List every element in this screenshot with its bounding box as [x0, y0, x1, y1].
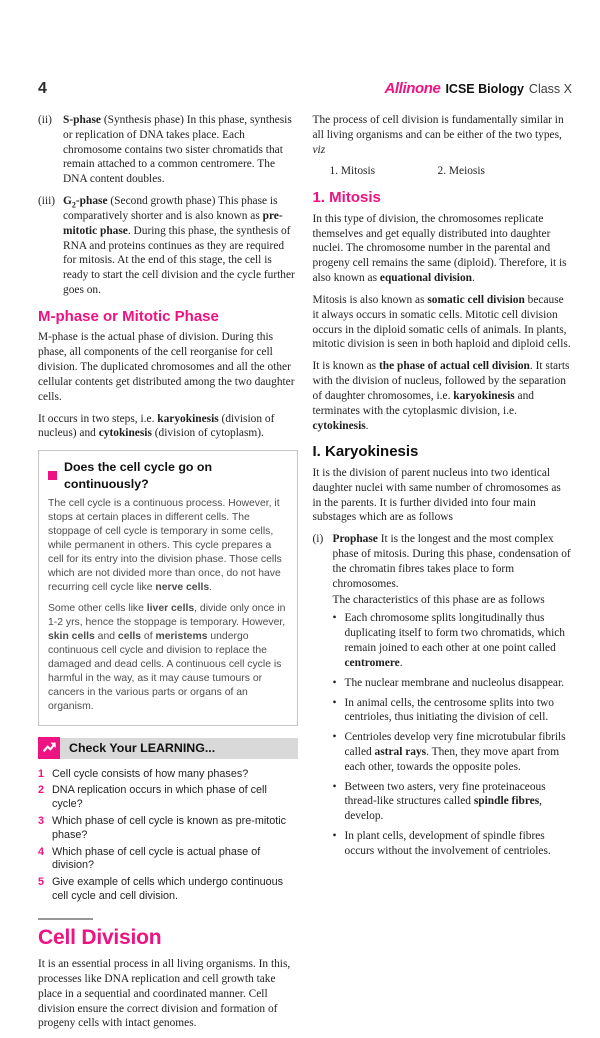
bullet-dot: •: [332, 676, 337, 689]
list-marker: (i): [312, 533, 324, 546]
bullet-dot: •: [332, 612, 337, 625]
bullet-dot: •: [332, 731, 337, 744]
question-text: Cell cycle consists of how many phases?: [52, 767, 249, 780]
type-mitosis: 1. Mitosis: [329, 165, 376, 178]
list-item-text: $G_2$-phase (Second growth phase) This phase is comparatively shorter and is also known as pre-mitotic phase. During this phase, the synthesis of RNA and proteins continues as they are required for mitosis. At the end of this stage, the cell is ready to start the cell division and the cycle further goes on.: [63, 195, 295, 297]
logo-part-in: in: [402, 80, 415, 97]
page-header: [38, 80, 572, 98]
paragraph: It occurs in two steps, i.e. karyokinesis (division of nucleus) and cytokinesis (division of cytoplasm).: [38, 412, 275, 440]
paragraph: It is an essential process in all living organisms. In this, processes like DNA replication and cell growth take place in a sequential and coordinated manner. Cell division ensure the correct division and formation of progeny cells with intact genomes.: [38, 958, 291, 1030]
question-row: [38, 815, 298, 843]
infobox-paragraph: The cell cycle is a continuous process. However, it stops at certain places in different cells. The stoppage of cell cycle is temporary in some cells, while permanent in others. This cycle prepares a cell for its entry into the division phase. Those cells which are not divided more than once, do not have recurring cell cycle like nerve cells.: [48, 498, 282, 594]
characteristics-line: The characteristics of this phase are as follows: [332, 593, 545, 606]
check-your-learning-questions: [38, 768, 298, 904]
list-item-prophase: [313, 532, 573, 864]
brand-block: [384, 80, 572, 97]
bullet-item: [333, 780, 573, 824]
two-column-body: [38, 113, 572, 1038]
question-number: 3: [38, 814, 45, 827]
class-label: Class X: [528, 82, 572, 96]
bullet-text: In plant cells, development of spindle fibres occurs without the involvement of centrioles.: [344, 830, 551, 857]
list-item-g2-phase: [38, 194, 298, 298]
bullet-item: [333, 696, 573, 726]
question-text: DNA replication occurs in which phase of cell cycle?: [52, 784, 267, 811]
section-heading-mphase: M-phase or Mitotic Phase: [38, 307, 219, 325]
paragraph: It is the division of parent nucleus into two identical daughter nuclei with same number of chromosomes as in the parents. It is further divided into four main substages which are as follows: [312, 466, 561, 524]
bullet-dot: •: [332, 780, 337, 793]
logo-part-one: one: [414, 80, 441, 97]
question-text: Which phase of cell cycle is actual phase of division?: [52, 845, 261, 872]
question-row: [38, 846, 298, 874]
check-your-learning-bar: [38, 738, 298, 759]
check-your-learning-title: Check Your LEARNING...: [69, 740, 216, 755]
section-heading-mitosis: 1. Mitosis: [312, 189, 381, 207]
logo-part-all: All: [384, 80, 403, 97]
infobox-paragraph: Some other cells like liver cells, divide only once in 1-2 yrs, hence the stoppage is temporary. However, skin cells and cells of meristems undergo continuous cell cycle and division to replace the damaged and dead cells. A continuous cell cycle is harmful in the way, as it may cause tumours or cancers in the various parts or organs of an organism.: [48, 603, 286, 712]
list-marker: (iii): [38, 195, 56, 208]
pink-square-bullet-icon: [48, 471, 57, 480]
paragraph: The process of cell division is fundamentally similar in all living organisms and can be either of the two types, viz: [312, 114, 564, 156]
paragraph: Mitosis is also known as somatic cell division because it always occurs in somatic cells. Mitotic cell division occurs in the diploid somatic cells of animals. In plants, mitotic division is seen in both haploid and diploid cells.: [312, 293, 571, 351]
question-number: 5: [38, 876, 45, 889]
list-marker: (ii): [38, 114, 52, 126]
prophase-content: [333, 532, 573, 864]
question-number: 1: [38, 767, 45, 780]
section-heading-karyokinesis: I. Karyokinesis: [312, 443, 419, 461]
question-row: [38, 784, 298, 812]
paragraph: M-phase is the actual phase of division. During this phase, all components of the cell reorganise for cell division. The duplicated chromosomes and all the other cellular contents get distributed among the two daughter cells.: [38, 331, 295, 403]
subject-title: ICSE Biology: [445, 82, 524, 96]
prophase-text: Prophase It is the longest and the most complex phase of mitosis. During this phase, condensation of the chromatin fibres takes place to form chromosomes.: [332, 533, 571, 590]
question-text: Give example of cells which undergo continuous cell cycle and cell division.: [52, 876, 284, 903]
allinone-logo: [384, 80, 440, 97]
paragraph: In this type of division, the chromosomes replicate themselves and get equally distributed into daughter nuclei. The chromosome number in the parental and progeny cell remains the same (diploid). Therefore, it is also known as equational division.: [312, 212, 567, 285]
bullet-text: Each chromosome splits longitudinally thus duplicating itself to form two chromatids, which remain joined to each other at one point called centromere.: [344, 612, 565, 669]
left-column: [38, 113, 298, 1038]
division-types-row: [313, 164, 573, 179]
section-divider: [38, 918, 93, 920]
bullet-item: [333, 829, 573, 859]
trending-up-icon: [38, 737, 60, 759]
bullet-text: Between two asters, very fine proteinaceous thread-like structures called spindle fibres, develop.: [344, 780, 546, 823]
bullet-dot: •: [332, 830, 337, 843]
bullet-dot: •: [332, 696, 337, 709]
list-item-text: S-phase (Synthesis phase) In this phase, synthesis or replication of DNA takes place. Each chromosome contains two sister chromatids that remain attached to a common centromere. The DNA content doubles.: [63, 114, 292, 186]
list-item-s-phase: [38, 113, 298, 187]
question-row: [38, 876, 298, 904]
section-heading-cell-division: Cell Division: [38, 925, 162, 949]
bullet-text: The nuclear membrane and nucleolus disappear.: [344, 676, 564, 689]
question-number: 4: [38, 845, 45, 858]
infobox-title-text: Does the cell cycle go on continuously?: [64, 460, 213, 491]
right-column: [313, 113, 573, 1038]
bullet-text: Centrioles develop very fine microtubular fibrils called astral rays. Then, they move apart from each other, towards the opposite poles.: [344, 731, 566, 773]
bullet-item: [333, 730, 573, 774]
question-text: Which phase of cell cycle is known as pre-mitotic phase?: [52, 814, 287, 841]
bullet-item: [333, 611, 573, 670]
infobox-title: [48, 459, 288, 492]
question-number: 2: [38, 784, 45, 797]
bullet-text: In animal cells, the centrosome splits into two centrioles, thus initiating the division of cell.: [344, 696, 554, 724]
question-row: [38, 768, 298, 782]
page-number: 4: [38, 80, 47, 97]
type-meiosis: 2. Meiosis: [437, 165, 485, 178]
paragraph: It is known as the phase of actual cell division. It starts with the division of nucleus, followed by the separation of daughter chromosomes, i.e. karyokinesis and terminates with the cytoplasmic division, i.e. cytokinesis.: [312, 360, 570, 432]
infobox-cell-cycle: [38, 450, 298, 725]
bullet-item: [333, 676, 573, 691]
